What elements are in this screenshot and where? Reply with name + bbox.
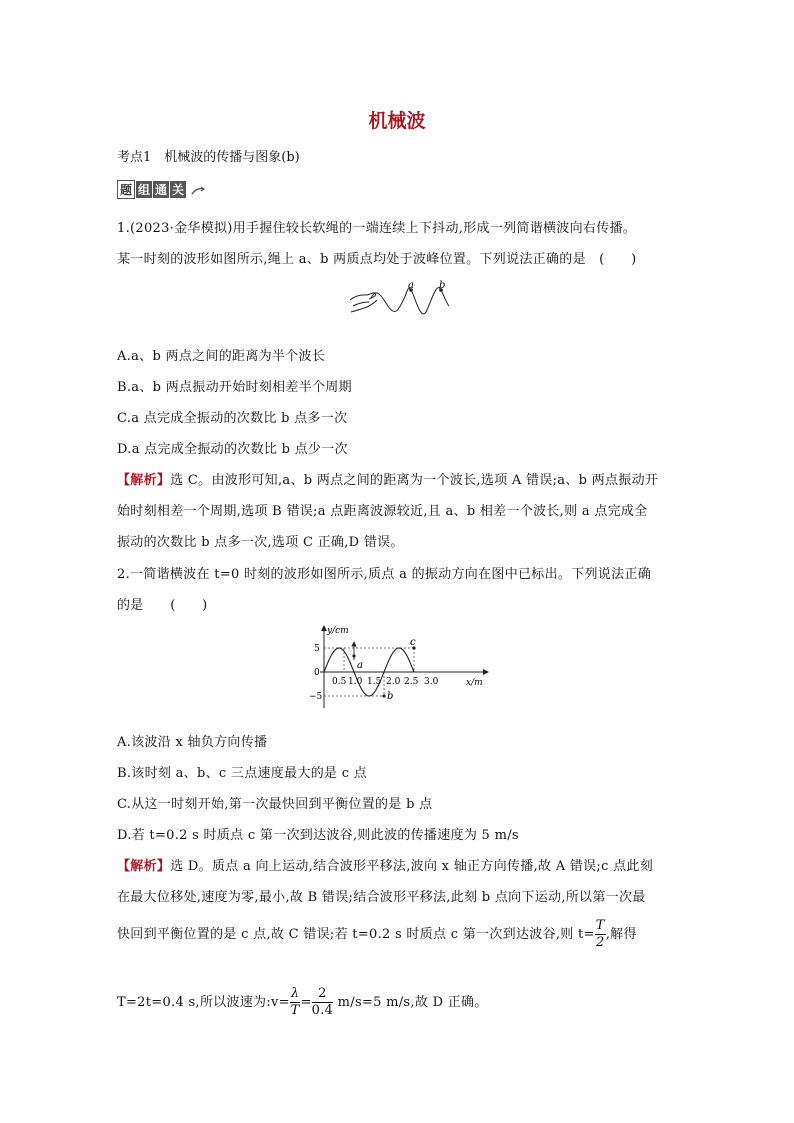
badge-char-4: 关 — [172, 183, 185, 197]
fraction-lambda-over-t — [290, 986, 301, 1019]
topic-heading: 考点1 机械波的传播与图象(b) — [117, 150, 300, 165]
q1-option-a: A.a、b 两点之间的距离为半个波长 — [117, 349, 326, 364]
q1-option-d: D.a 点完成全振动的次数比 b 点少一次 — [117, 442, 348, 457]
q2-analysis-text3b: ,解得 — [605, 927, 637, 942]
q1-analysis-line1 — [117, 469, 658, 488]
q2-analysis-line4 — [117, 986, 488, 1019]
q2-analysis-text4a: T=2t=0.4 s,所以波速为:v= — [117, 995, 290, 1010]
q2-ytick-5: 5 — [314, 644, 320, 654]
q2-xtick-2-5: 2.5 — [404, 677, 419, 687]
fraction-2-over-0-4 — [312, 986, 334, 1019]
q2-xtick-1-0: 1.0 — [348, 677, 363, 687]
q2-option-d: D.若 t=0.2 s 时质点 c 第一次到达波谷,则此波的传播速度为 5 m/s — [117, 828, 519, 843]
q2-option-a: A.该波沿 x 轴负方向传播 — [117, 735, 268, 750]
fraction-denominator: 2 — [595, 935, 605, 950]
fraction-t-over-2 — [595, 918, 606, 951]
q2-analysis-line2: 在最大位移处,速度为零,最小,故 B 错误;结合波形平移法,此刻 b 点向下运动,所以第一次最 — [117, 890, 646, 905]
q2-analysis-text1: 选 D。质点 a 向上运动,结合波形平移法,波向 x 轴正方向传播,故 A 错误;c 点此刻 — [170, 859, 654, 874]
q2-xtick-2-0: 2.0 — [386, 677, 401, 687]
section-badge — [117, 180, 205, 199]
q1-analysis-text1: 选 C。由波形可知,a、b 两点之间的距离为一个波长,选项 A 错误;a、b 两点振动开 — [170, 473, 659, 488]
q1-rope-figure — [345, 280, 455, 324]
q2-analysis-line3 — [117, 918, 637, 951]
q2-origin: 0 — [314, 668, 320, 678]
q2-analysis-line1 — [117, 855, 653, 874]
q2-analysis-tag: 【解析】 — [117, 859, 171, 874]
q1-analysis-line2: 始时刻相差一个周期,选项 B 错误;a 点距离波源较近,且 a、b 相差一个波长,则 a 点完成全 — [117, 504, 648, 519]
q1-analysis-tag: 【解析】 — [117, 473, 171, 488]
q2-xtick-3-0: 3.0 — [424, 677, 439, 687]
fraction-numerator: 2 — [312, 986, 334, 1003]
fraction-numerator: λ — [290, 986, 300, 1001]
q2-analysis-text4b: m/s=5 m/s,故 D 正确。 — [333, 995, 488, 1010]
fraction-denominator: 0.4 — [311, 1003, 334, 1018]
q1-label-b: b — [439, 280, 446, 291]
q1-option-c: C.a 点完成全振动的次数比 b 点多一次 — [117, 411, 348, 426]
q2-stem-line1: 2.一简谐横波在 t=0 时刻的波形如图所示,质点 a 的振动方向在图中已标出。下列说法正确 — [117, 567, 652, 582]
q1-stem-line2: 某一时刻的波形如图所示,绳上 a、b 两质点均处于波峰位置。下列说法正确的是 ( ) — [117, 252, 637, 267]
badge-char-3: 通 — [155, 183, 168, 197]
q2-label-c: c — [410, 637, 416, 648]
q2-xlabel: x/m — [466, 678, 483, 688]
page-title: 机械波 — [368, 110, 426, 132]
q2-option-b: B.该时刻 a、b、c 三点速度最大的是 c 点 — [117, 766, 368, 781]
q2-xtick-1-5: 1.5 — [367, 677, 382, 687]
badge-arrow-icon — [191, 186, 205, 196]
q2-analysis-text3a: 快回到平衡位置的是 c 点,故 C 错误;若 t=0.2 s 时质点 c 第一次到达波谷,则 t= — [117, 927, 595, 942]
q2-wave-graph — [300, 622, 495, 712]
q2-label-a: a — [357, 660, 363, 671]
q2-xtick-0-5: 0.5 — [332, 677, 347, 687]
q2-ylabel: y/cm — [327, 626, 349, 636]
q2-label-b: b — [387, 691, 394, 702]
equals-sign: = — [300, 995, 312, 1010]
q2-option-c: C.从这一时刻开始,第一次最快回到平衡位置的是 b 点 — [117, 797, 433, 812]
fraction-numerator: T — [595, 918, 605, 933]
badge-char-2: 组 — [138, 183, 151, 197]
q1-stem-line1: 1.(2023·金华模拟)用手握住较长软绳的一端连续上下抖动,形成一列简谐横波向右传播。 — [117, 221, 637, 236]
q1-option-b: B.a、b 两点振动开始时刻相差半个周期 — [117, 380, 352, 395]
fraction-denominator: T — [290, 1003, 300, 1018]
q2-stem-line2: 的是 ( ) — [117, 598, 208, 613]
q1-label-a: a — [408, 280, 414, 291]
badge-char-1: 题 — [117, 180, 135, 199]
q2-ytick-neg5: −5 — [309, 692, 323, 702]
q1-analysis-line3: 振动的次数比 b 点多一次,选项 C 正确,D 错误。 — [117, 535, 404, 550]
